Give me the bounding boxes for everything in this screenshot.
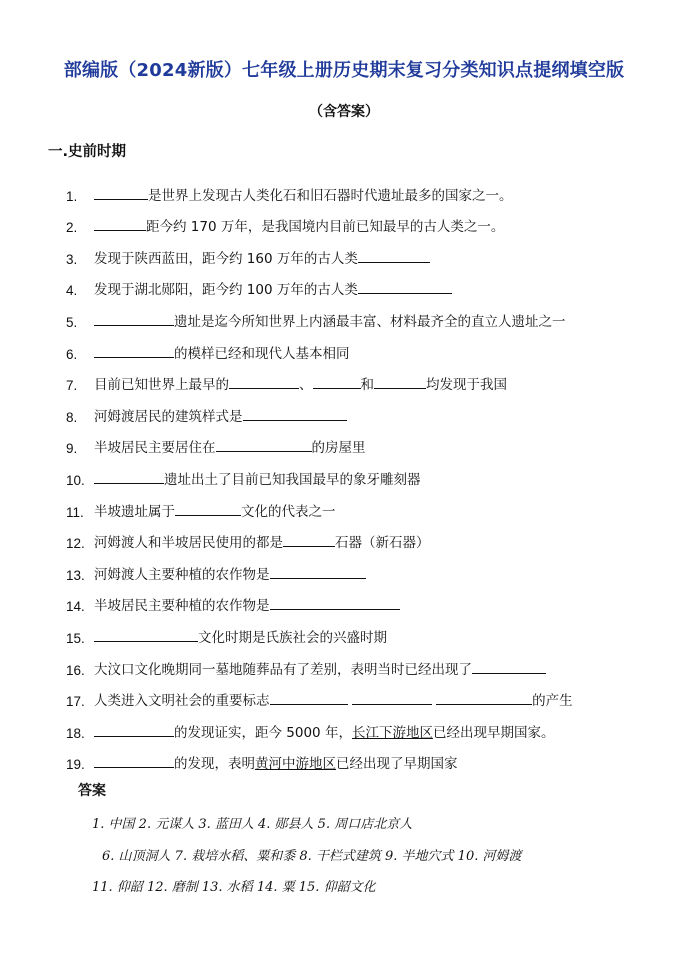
question-text-segment: 河姆渡居民的建筑样式是 — [94, 408, 243, 425]
answer-blank[interactable] — [94, 722, 174, 737]
question-text — [94, 594, 400, 614]
question-number: 15. — [66, 630, 85, 646]
answers-heading: 答案 — [78, 783, 106, 799]
question-item — [66, 393, 666, 425]
question-text-segment: 遗址是迄今所知世界上内涵最丰富、材料最齐全的直立人遗址之一 — [174, 313, 566, 330]
question-text-segment: 和 — [360, 377, 374, 394]
question-text — [94, 342, 350, 362]
question-text — [94, 184, 513, 204]
question-item — [66, 172, 666, 204]
question-text — [94, 373, 507, 393]
question-number: 1. — [66, 188, 78, 204]
question-number: 5. — [66, 314, 78, 330]
question-text-segment: 河姆渡人主要种植的农作物是 — [94, 566, 270, 583]
question-item — [66, 614, 666, 646]
question-number: 14. — [66, 599, 85, 615]
question-text-segment: 是世界上发现古人类化石和旧石器时代遗址最多的国家之一。 — [148, 187, 513, 204]
question-text-segment: 石器（新石器） — [335, 535, 430, 552]
answer-blank[interactable] — [94, 185, 148, 200]
answer-blank[interactable] — [313, 374, 361, 389]
question-number: 8. — [66, 409, 78, 425]
question-list — [66, 172, 666, 772]
question-item — [66, 456, 666, 488]
question-text-segment: 河姆渡人和半坡居民使用的都是 — [94, 535, 283, 552]
question-number: 3. — [66, 251, 78, 267]
question-text — [94, 247, 430, 267]
question-item — [66, 551, 666, 583]
question-text — [94, 500, 336, 520]
question-item — [66, 425, 666, 457]
answer-blank[interactable] — [358, 279, 452, 294]
question-number: 12. — [66, 536, 85, 552]
question-text — [94, 405, 347, 425]
question-number: 17. — [66, 694, 85, 710]
question-text — [94, 278, 452, 298]
answer-blank[interactable] — [94, 753, 174, 768]
question-number: 18. — [66, 725, 85, 741]
answer-blank[interactable] — [243, 406, 347, 421]
question-text — [94, 436, 366, 456]
answer-blank[interactable] — [175, 501, 241, 516]
question-text-segment: 半坡居民主要居住在 — [94, 440, 216, 457]
question-text — [94, 310, 566, 330]
question-item — [66, 741, 666, 773]
question-text-segment: 目前已知世界上最早的 — [94, 377, 229, 394]
answer-blank[interactable] — [270, 595, 400, 610]
question-number: 19. — [66, 757, 85, 773]
question-item — [66, 298, 666, 330]
question-item — [66, 646, 666, 678]
question-text-segment: 、 — [299, 377, 313, 394]
answer-blank[interactable] — [94, 216, 146, 231]
question-item — [66, 709, 666, 741]
question-text-segment: 发现于陕西蓝田，距今约 160 万年的古人类 — [94, 250, 358, 267]
question-text-segment: 的模样已经和现代人基本相同 — [174, 345, 350, 362]
question-text — [94, 689, 573, 709]
question-number: 16. — [66, 662, 85, 678]
question-item — [66, 267, 666, 299]
question-number: 13. — [66, 567, 85, 583]
answer-blank[interactable] — [436, 690, 532, 705]
question-text-segment: 的房屋里 — [311, 440, 366, 457]
question-text-segment: 文化时期是氏族社会的兴盛时期 — [198, 629, 387, 646]
answer-blank[interactable] — [94, 469, 164, 484]
answer-blank[interactable] — [374, 374, 426, 389]
question-item — [66, 488, 666, 520]
question-text-segment: 文化的代表之一 — [241, 503, 336, 520]
answer-blank[interactable] — [358, 248, 430, 263]
question-number: 10. — [66, 472, 85, 488]
underlined-text: 黄河中游地区 — [255, 756, 336, 773]
question-text-segment: 的发现证实，距今 5000 年， — [174, 724, 352, 741]
question-text-segment: 遗址出土了目前已知我国最早的象牙雕刻器 — [164, 471, 421, 488]
question-number: 6. — [66, 346, 78, 362]
question-text-segment: 的发现，表明 — [174, 756, 255, 773]
question-item — [66, 362, 666, 394]
answer-blank[interactable] — [94, 311, 174, 326]
question-number: 2. — [66, 220, 78, 236]
answer-blank[interactable] — [216, 437, 312, 452]
answer-line-3: 11. 仰韶 12. 磨制 13. 水稻 14. 粟 15. 仰韶文化 — [92, 880, 376, 895]
question-text-segment: 已经出现了早期国家 — [336, 756, 458, 773]
answer-blank[interactable] — [472, 659, 546, 674]
question-text-segment: 已经出现早期国家。 — [432, 724, 555, 741]
answer-line-2: 6. 山顶洞人 7. 栽培水稻、粟和黍 8. 干栏式建筑 9. 半地穴式 10. 河姆渡 — [102, 849, 522, 864]
answer-blank[interactable] — [270, 564, 366, 579]
question-text — [94, 626, 387, 646]
answer-blank[interactable] — [283, 532, 335, 547]
answer-blank[interactable] — [352, 690, 432, 705]
question-text-segment: 距今约 170 万年，是我国境内目前已知最早的古人类之一。 — [146, 219, 505, 236]
question-item — [66, 583, 666, 615]
question-text — [94, 721, 554, 741]
question-number: 4. — [66, 283, 78, 299]
answer-blank[interactable] — [270, 690, 348, 705]
question-text-segment: 均发现于我国 — [426, 377, 507, 394]
question-text-segment: 大汶口文化晚期同一墓地随葬品有了差别，表明当时已经出现了 — [94, 661, 472, 678]
question-item — [66, 678, 666, 710]
section-heading: 一.史前时期 — [48, 144, 127, 160]
question-text-segment: 的产生 — [532, 693, 573, 710]
question-text — [94, 752, 458, 772]
underlined-text: 长江下游地区 — [351, 724, 433, 741]
answer-blank[interactable] — [94, 627, 198, 642]
question-number: 11. — [66, 504, 84, 520]
question-text — [94, 215, 504, 235]
question-text — [94, 563, 366, 583]
question-number: 9. — [66, 441, 78, 457]
question-item — [66, 204, 666, 236]
document-subtitle: （含答案） — [309, 104, 379, 120]
question-item — [66, 330, 666, 362]
question-text-segment: 半坡遗址属于 — [94, 503, 175, 520]
answer-blank[interactable] — [229, 374, 299, 389]
question-text-segment: 发现于湖北郧阳，距今约 100 万年的古人类 — [94, 282, 358, 299]
document-title: 部编版（2024新版）七年级上册历史期末复习分类知识点提纲填空版 — [63, 60, 625, 81]
question-item — [66, 235, 666, 267]
question-number: 7. — [66, 378, 78, 394]
question-text-segment: 半坡居民主要种植的农作物是 — [94, 598, 270, 615]
answer-blank[interactable] — [94, 343, 174, 358]
answer-line-1: 1. 中国 2. 元谋人 3. 蓝田人 4. 郧县人 5. 周口店北京人 — [92, 817, 413, 832]
question-item — [66, 520, 666, 552]
question-text — [94, 658, 546, 678]
question-text-segment: 人类进入文明社会的重要标志 — [94, 693, 270, 710]
question-text — [94, 468, 421, 488]
question-text — [94, 531, 430, 551]
